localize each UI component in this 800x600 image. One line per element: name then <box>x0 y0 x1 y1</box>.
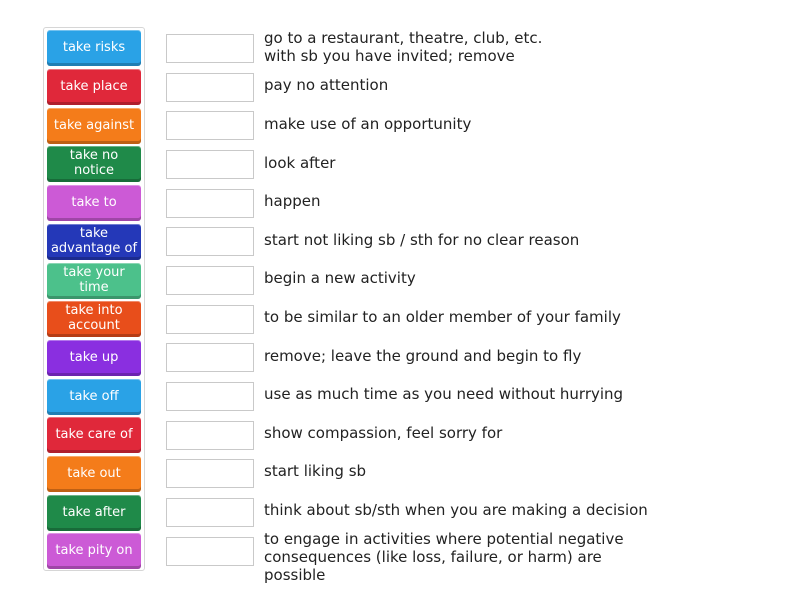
drop-slot-1[interactable] <box>166 73 254 102</box>
tile-label: take risks <box>62 39 126 55</box>
tile-12[interactable] <box>47 495 141 531</box>
drop-slot-12[interactable] <box>166 498 254 527</box>
drop-slot-7[interactable] <box>166 305 254 334</box>
tile-label: take into account <box>65 303 123 333</box>
drop-slot-3[interactable] <box>166 150 254 179</box>
definition-8: remove; leave the ground and begin to fly <box>264 347 582 365</box>
tile-label: take out <box>67 465 121 481</box>
definition-1: pay no attention <box>264 76 389 94</box>
tile-label: take to <box>71 194 117 210</box>
tile-0[interactable] <box>47 30 141 66</box>
tile-2[interactable] <box>47 108 141 144</box>
definition-6: begin a new activity <box>264 269 416 287</box>
tile-label: take advantage of <box>50 226 138 256</box>
tile-label: take after <box>62 504 126 520</box>
tile-8[interactable] <box>47 340 141 376</box>
drop-slot-10[interactable] <box>166 421 254 450</box>
drop-slot-11[interactable] <box>166 459 254 488</box>
tile-label: take up <box>69 349 119 365</box>
definition-3: look after <box>264 154 336 172</box>
tile-5[interactable] <box>47 224 141 260</box>
definition-11: start liking sb <box>264 462 367 480</box>
definition-13: to engage in activities where potential negative consequences (like loss, failure, or harm) are possible <box>264 530 624 584</box>
tile-label: take place <box>60 78 128 94</box>
tile-4[interactable] <box>47 185 141 221</box>
tile-6[interactable] <box>47 263 141 299</box>
tile-9[interactable] <box>47 379 141 415</box>
tile-label: take against <box>53 117 135 133</box>
tile-3[interactable] <box>47 146 141 182</box>
drop-slot-9[interactable] <box>166 382 254 411</box>
tile-13[interactable] <box>47 533 141 569</box>
definition-0: go to a restaurant, theatre, club, etc. with sb you have invited; remove <box>264 29 543 65</box>
definition-10: show compassion, feel sorry for <box>264 424 503 442</box>
drop-slot-5[interactable] <box>166 227 254 256</box>
definition-9: use as much time as you need without hurrying <box>264 385 624 403</box>
tile-label: take care of <box>55 426 133 442</box>
definition-12: think about sb/sth when you are making a decision <box>264 501 648 519</box>
tile-7[interactable] <box>47 301 141 337</box>
drop-slot-2[interactable] <box>166 111 254 140</box>
tile-label: take off <box>69 388 119 404</box>
tile-10[interactable] <box>47 417 141 453</box>
drop-slot-0[interactable] <box>166 34 254 63</box>
drop-slot-4[interactable] <box>166 189 254 218</box>
definition-4: happen <box>264 192 321 210</box>
tile-label: take your time <box>63 265 125 295</box>
drop-slot-8[interactable] <box>166 343 254 372</box>
tile-11[interactable] <box>47 456 141 492</box>
definition-7: to be similar to an older member of your family <box>264 308 621 326</box>
drop-slot-6[interactable] <box>166 266 254 295</box>
drop-slot-13[interactable] <box>166 537 254 566</box>
definition-2: make use of an opportunity <box>264 115 472 133</box>
definition-5: start not liking sb / sth for no clear reason <box>264 231 580 249</box>
tile-label: take pity on <box>55 542 133 558</box>
tile-1[interactable] <box>47 69 141 105</box>
tile-label: take no notice <box>69 148 119 178</box>
